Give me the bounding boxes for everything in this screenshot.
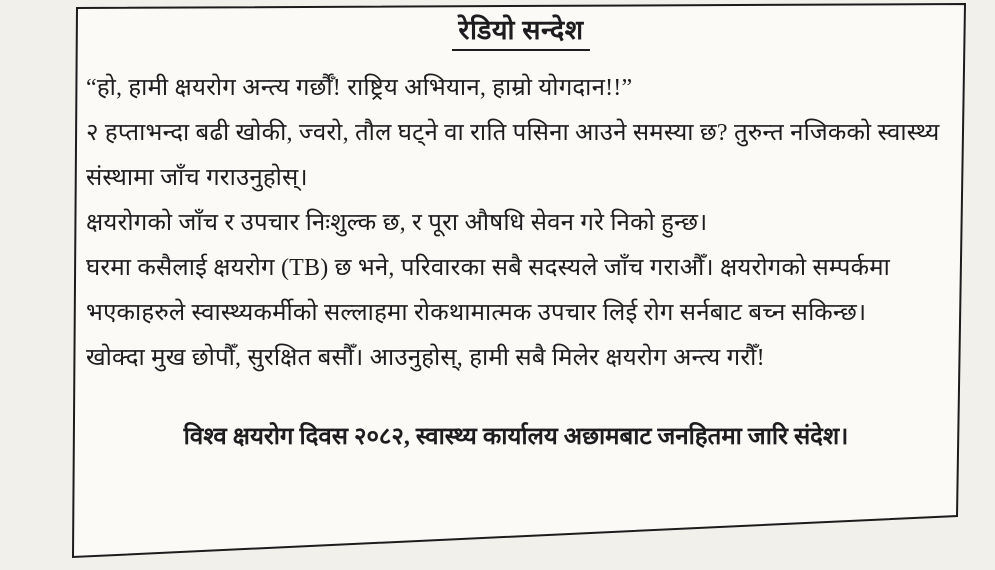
footer-row: [86, 420, 946, 454]
message-line: खोक्दा मुख छोपौँ, सुरक्षित बसौँ। आउनुहोस्, हामी सबै मिलेर क्षयरोग अन्त्य गरौँ!: [86, 345, 765, 371]
message-line: घरमा कसैलाई क्षयरोग (TB) छ भने, परिवारका सबै सदस्यले जाँच गराऔँ। क्षयरोगको सम्पर्कमा: [86, 255, 891, 281]
title-row: [77, 10, 965, 51]
message-line: “हो, हामी क्षयरोग अन्त्य गर्छौँ! राष्ट्रिय अभियान, हाम्रो योगदान!!”: [86, 75, 633, 101]
document-title: रेडियो सन्देश: [452, 10, 589, 51]
footer-note: विश्व क्षयरोग दिवस २०८२, स्वास्थ्य कार्यालय अछामबाट जनहितमा जारि संदेश।: [183, 424, 849, 450]
message-line: २ हप्ताभन्दा बढी खोकी, ज्वरो, तौल घट्ने वा राति पसिना आउने समस्या छ? तुरुन्त नजिकको स्वास्थ्य: [86, 120, 940, 146]
message-body: [86, 66, 954, 381]
message-line: भएकाहरुले स्वास्थ्यकर्मीको सल्लाहमा रोकथामात्मक उपचार लिई रोग सर्नबाट बच्न सकिन्छ।: [86, 300, 867, 326]
message-line: संस्थामा जाँच गराउनुहोस्।: [86, 165, 308, 191]
message-line: क्षयरोगको जाँच र उपचार निःशुल्क छ, र पूरा औषधि सेवन गरे निको हुन्छ।: [86, 210, 708, 236]
